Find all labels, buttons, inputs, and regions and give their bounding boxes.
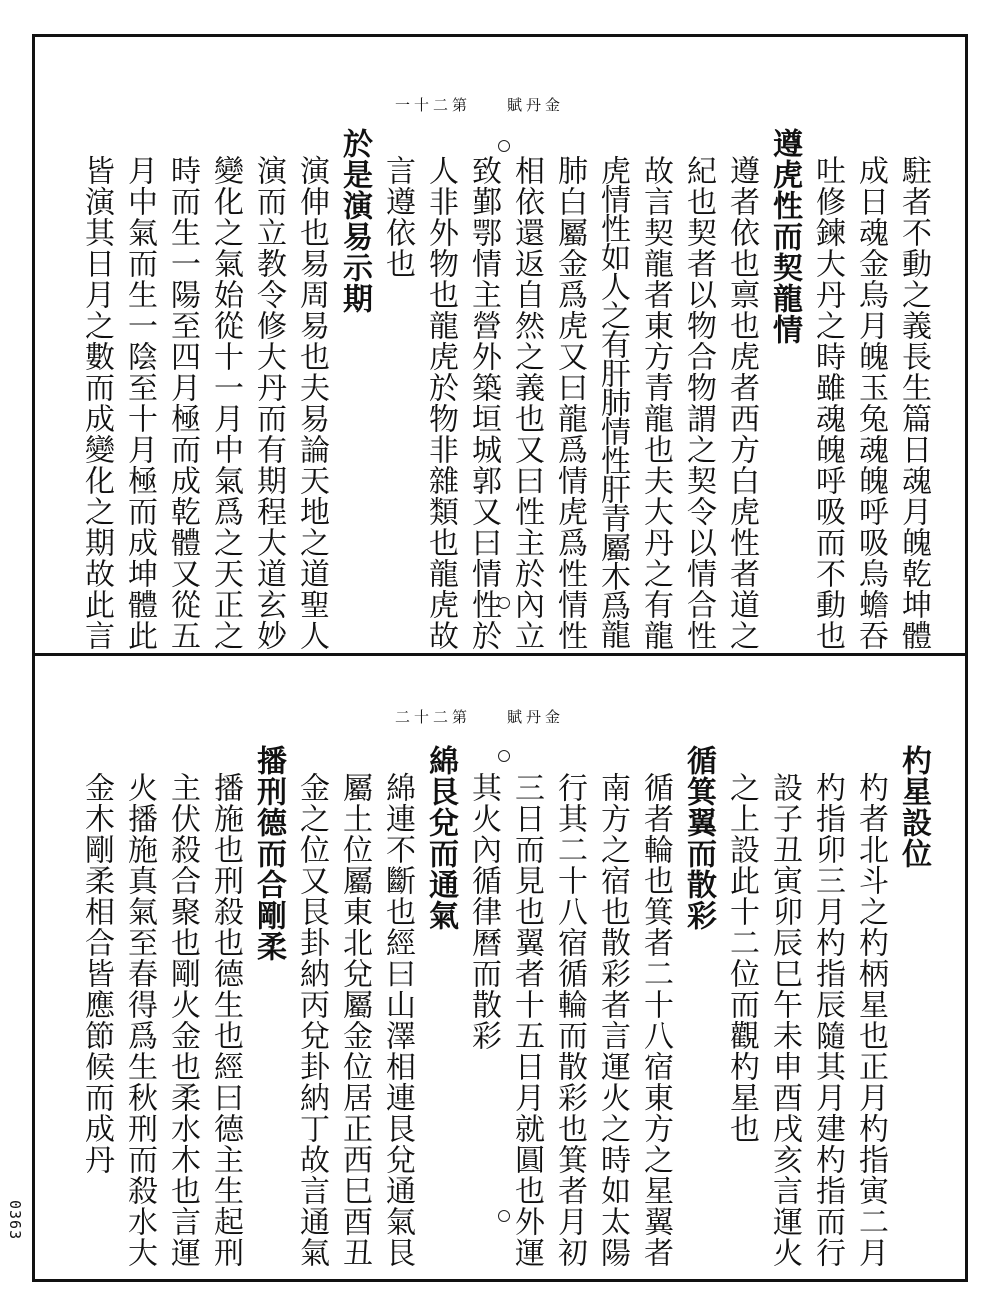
lower-column: 循者輪也箕者二十八宿東方之星翼者: [638, 772, 673, 1268]
margin-circle: [498, 750, 510, 762]
lower-column: 行其二十八宿循輪而散彩也箕者月初: [552, 772, 587, 1268]
lower-column: 主伏殺合聚也剛火金也柔水木也言運: [165, 772, 200, 1268]
upper-column: 肺白屬金爲虎又曰龍爲情虎爲性情性: [552, 155, 587, 651]
upper-column: 吐修鍊大丹之時雖魂魄呼吸而不動也: [810, 155, 845, 651]
lower-column: 屬土位屬東北兌屬金位居正西巳酉丑: [337, 772, 372, 1268]
upper-column: 虎情性如人之有肝肺情性肝青屬木爲龍: [595, 155, 630, 648]
upper-column: 成日魂金烏月魄玉兔魂魄呼吸烏蟾吞: [853, 155, 888, 651]
upper-column: 時而生一陽至四月極而成乾體又從五: [165, 155, 200, 651]
margin-circle: [498, 597, 510, 609]
upper-header: [395, 94, 564, 115]
upper-heading: 遵虎性而契龍情: [767, 128, 802, 345]
upper-column: 言遵依也: [380, 155, 415, 279]
lower-column: 火播施真氣至春得爲生秋刑而殺水大: [122, 772, 157, 1268]
page-stamp: 0363: [6, 1200, 24, 1241]
lower-column: 之上設此十二位而觀杓星也: [724, 772, 759, 1144]
lower-column: 杓指卯三月杓指辰隨其月建杓指而行: [810, 772, 845, 1268]
lower-column: 金之位又艮卦納丙兌卦納丁故言通氣: [294, 772, 329, 1268]
lower-column: 金木剛柔相合皆應節候而成丹: [79, 772, 114, 1175]
upper-column: 變化之氣始從十一月中氣爲之天正之: [208, 155, 243, 651]
lower-header: [395, 706, 564, 727]
lower-heading: 綿艮兌而通氣: [423, 745, 458, 931]
lower-header-title: 賦丹金: [507, 708, 565, 726]
lower-heading: 杓星設位: [896, 745, 931, 869]
upper-column: 皆演其日月之數而成變化之期故此言: [79, 155, 114, 651]
lower-header-page: 二十二第: [395, 708, 472, 726]
upper-column: 駐者不動之義長生篇日魂月魄乾坤體: [896, 155, 931, 651]
lower-column: 綿連不斷也經曰山澤相連艮兌通氣艮: [380, 772, 415, 1268]
margin-circle: [498, 1210, 510, 1222]
upper-column: 相依還返自然之義也又曰性主於內立: [509, 155, 544, 651]
upper-column: 故言契龍者東方青龍也夫大丹之有龍: [638, 155, 673, 651]
upper-column: 人非外物也龍虎於物非雜類也龍虎故: [423, 155, 458, 651]
upper-column: 演伸也易周易也夫易論天地之道聖人: [294, 155, 329, 651]
upper-column: 月中氣而生一陰至十月極而成坤體此: [122, 155, 157, 651]
panel-divider: [32, 653, 968, 656]
lower-column: 播施也刑殺也德生也經曰德主生起刑: [208, 772, 243, 1268]
lower-heading: 播刑德而合剛柔: [251, 745, 286, 962]
upper-header-page: 一十二第: [395, 96, 472, 114]
lower-column: 三日而見也翼者十五日月就圓也外運: [509, 772, 544, 1268]
upper-heading: 於是演易示期: [337, 128, 372, 314]
lower-column: 設子丑寅卯辰巳午未申酉戌亥言運火: [767, 772, 802, 1268]
lower-column: 其火內循律曆而散彩: [466, 772, 501, 1051]
upper-column: 紀也契者以物合物謂之契令以情合性: [681, 155, 716, 651]
lower-heading: 循箕翼而散彩: [681, 745, 716, 931]
upper-header-title: 賦丹金: [507, 96, 565, 114]
upper-column: 遵者依也禀也虎者西方白虎性者道之: [724, 155, 759, 651]
lower-column: 南方之宿也散彩者言運火之時如太陽: [595, 772, 630, 1268]
upper-column: 致鄞鄂情主營外築垣城郭又曰情性於: [466, 155, 501, 651]
margin-circle: [498, 140, 510, 152]
upper-column: 演而立教令修大丹而有期程大道玄妙: [251, 155, 286, 651]
lower-column: 杓者北斗之杓柄星也正月杓指寅二月: [853, 772, 888, 1268]
